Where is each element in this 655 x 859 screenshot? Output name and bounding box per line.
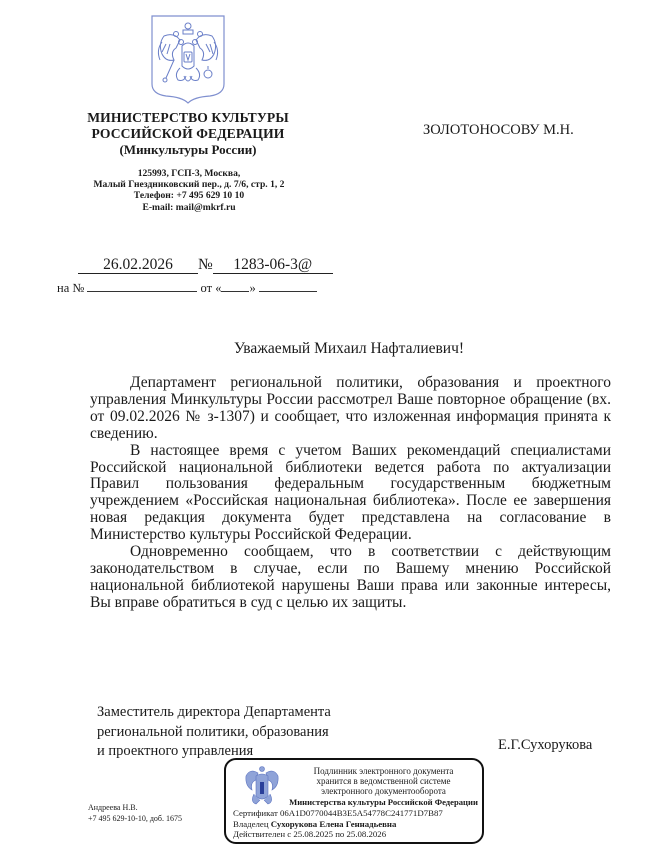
ministry-phone: Телефон: +7 495 629 10 10 bbox=[133, 190, 245, 202]
body-paragraph: Одновременно сообщаем, что в соответствии с действующим законодательством в случае, если по Вашему мнению Российской национальной библиотекой нарушены Ваши права или законные интересы, Вы вправе обратиться в суд с целью их защиты. bbox=[90, 543, 611, 611]
executor-name: Андреева Н.В. bbox=[88, 803, 138, 812]
stamp-certificate-row bbox=[233, 808, 443, 819]
stamp-validity-row bbox=[233, 829, 443, 840]
valid-from-label: с bbox=[287, 829, 292, 839]
signatory-position-line2: региональной политики, образования bbox=[97, 723, 329, 740]
reply-date-blank bbox=[259, 281, 317, 292]
stamp-line1: Подлинник электронного документа bbox=[313, 766, 454, 776]
ministry-address-block bbox=[64, 168, 314, 213]
electronic-signature-stamp bbox=[224, 758, 484, 844]
owner-label: Владелец bbox=[233, 818, 269, 829]
ministry-name-line1: МИНИСТЕРСТВО КУЛЬТУРЫ bbox=[87, 110, 289, 125]
reply-reference-line bbox=[57, 281, 317, 296]
signatory-position bbox=[97, 703, 331, 762]
greeting: Уважаемый Михаил Нафталиевич! bbox=[234, 340, 465, 357]
certificate-value: 06A1D0770044B3E5A54778C241771D7B87 bbox=[280, 808, 443, 818]
reply-number-blank bbox=[87, 281, 197, 292]
valid-to-label: по bbox=[335, 829, 345, 839]
address-line1: 125993, ГСП-3, Москва, bbox=[137, 168, 241, 179]
reply-close-quote: » bbox=[249, 281, 256, 295]
stamp-line4: Министерства культуры Российской Федерации bbox=[289, 796, 478, 807]
body-paragraph: Департамент региональной политики, образования и проектного управления Минкультуры России рассмотрел Ваше повторное обращение (вх. от 09.02.2026 № з-1307) и сообщает, что изложенная информация принята к сведению. bbox=[90, 374, 611, 442]
executor-info bbox=[88, 803, 182, 824]
body-paragraph: В настоящее время с учетом Ваших рекомендаций специалистами Российской национальной библиотеки ведется работа по актуализации Правил пользования федеральным государственным бюджетным учреждением «Российская национальная библиотека». После ее завершения новая редакция документа будет представлена на согласование в Министерство культуры Российской Федерации. bbox=[90, 441, 611, 544]
reply-day-blank bbox=[221, 281, 249, 292]
letter-body bbox=[90, 375, 611, 612]
stamp-header bbox=[286, 766, 481, 807]
owner-value: Сухорукова Елена Геннадьевна bbox=[270, 818, 397, 829]
signatory-position-line1: Заместитель директора Департамента bbox=[97, 704, 331, 720]
document-date: 26.02.2026 bbox=[78, 257, 198, 274]
valid-to: 25.08.2026 bbox=[346, 829, 387, 839]
certificate-label: Сертификат bbox=[233, 808, 278, 818]
stamp-line2: хранится в ведомственной системе bbox=[316, 776, 451, 787]
ministry-name-line2: РОССИЙСКОЙ ФЕДЕРАЦИИ bbox=[91, 125, 285, 141]
address-line2: Малый Гнездниковский пер., д. 7/6, стр. 1, 2 bbox=[93, 179, 285, 191]
russian-coat-of-arms-icon bbox=[150, 14, 226, 104]
ministry-emblem-icon bbox=[244, 764, 280, 808]
ministry-name-block bbox=[72, 110, 304, 158]
signatory-name: Е.Г.Сухорукова bbox=[498, 737, 593, 753]
ministry-short-name: (Минкультуры России) bbox=[119, 142, 257, 157]
number-sign: № bbox=[198, 256, 213, 273]
stamp-line3: электронного документооборота bbox=[321, 786, 446, 797]
recipient: ЗОЛОТОНОСОВУ М.Н. bbox=[423, 122, 574, 138]
registration-line bbox=[78, 256, 333, 274]
stamp-certificate-info bbox=[233, 808, 443, 840]
executor-phone: +7 495 629-10-10, доб. 1675 bbox=[88, 813, 182, 823]
valid-label: Действителен bbox=[233, 829, 286, 839]
valid-from: 25.08.2025 bbox=[293, 829, 333, 839]
document-number: 1283-06-3@ bbox=[213, 257, 333, 274]
ministry-email: E-mail: mail@mkrf.ru bbox=[142, 201, 236, 213]
reply-from-label: от « bbox=[200, 281, 222, 295]
stamp-owner-row bbox=[233, 819, 443, 830]
signatory-position-line3: и проектного управления bbox=[97, 743, 254, 759]
reply-number-label: на № bbox=[57, 281, 85, 295]
